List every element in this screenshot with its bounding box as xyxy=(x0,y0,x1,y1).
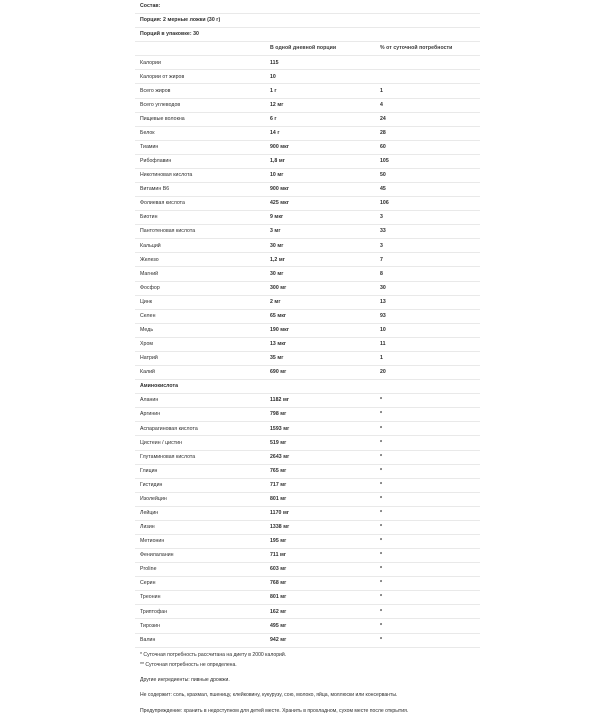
nutrient-amount: 1170 мг xyxy=(270,506,380,520)
footnotes xyxy=(135,648,475,669)
nutrient-amount: 65 мкг xyxy=(270,309,380,323)
nutrient-amount: 10 мг xyxy=(270,168,380,182)
table-row xyxy=(135,126,480,140)
spacer-cell xyxy=(270,14,380,28)
nutrient-name: Лизин xyxy=(135,520,270,534)
nutrient-name: Цистеин / цистин xyxy=(135,436,270,450)
nutrient-daily-value: * xyxy=(380,563,480,577)
nutrient-daily-value: * xyxy=(380,394,480,408)
nutrient-name: Железо xyxy=(135,253,270,267)
table-row xyxy=(135,253,480,267)
nutrient-name: Тиамин xyxy=(135,140,270,154)
nutrient-name: Биотин xyxy=(135,211,270,225)
nutrient-daily-value: 1 xyxy=(380,351,480,365)
nutrient-amount: 1,2 мг xyxy=(270,253,380,267)
nutrient-rows xyxy=(135,56,480,380)
table-body xyxy=(135,0,480,56)
spacer-cell xyxy=(380,14,480,28)
nutrient-name: Proline xyxy=(135,563,270,577)
additional-info xyxy=(135,672,475,715)
nutrient-name: Валин xyxy=(135,633,270,647)
spacer-cell xyxy=(270,28,380,42)
table-row xyxy=(135,70,480,84)
nutrient-daily-value: * xyxy=(380,534,480,548)
nutrient-amount: 1182 мг xyxy=(270,394,380,408)
nutrient-name: Всего углеводов xyxy=(135,98,270,112)
supplement-facts-panel xyxy=(135,0,475,724)
nutrient-name: Глицин xyxy=(135,464,270,478)
amino-group-label: Аминокислота xyxy=(135,380,270,394)
nutrient-daily-value: 8 xyxy=(380,267,480,281)
nutrient-name: Аланин xyxy=(135,394,270,408)
nutrient-amount: 6 г xyxy=(270,112,380,126)
nutrient-amount: 1593 мг xyxy=(270,422,380,436)
table-row xyxy=(135,351,480,365)
nutrient-daily-value: 30 xyxy=(380,281,480,295)
nutrient-amount: 690 мг xyxy=(270,366,380,380)
nutrient-daily-value: 28 xyxy=(380,126,480,140)
table-row xyxy=(135,211,480,225)
table-row xyxy=(135,98,480,112)
nutrient-amount: 2 мг xyxy=(270,295,380,309)
nutrient-name: Лейцин xyxy=(135,506,270,520)
nutrient-amount: 711 мг xyxy=(270,549,380,563)
table-row xyxy=(135,408,480,422)
nutrient-name: Хром xyxy=(135,337,270,351)
nutrient-daily-value: * xyxy=(380,549,480,563)
nutrient-daily-value: 10 xyxy=(380,323,480,337)
nutrient-daily-value: * xyxy=(380,478,480,492)
supplement-facts-table xyxy=(135,0,480,648)
spacer-cell xyxy=(270,0,380,14)
serving-size: Порция: 2 мерные ложки (30 г) xyxy=(135,14,270,28)
nutrient-amount: 3 мг xyxy=(270,225,380,239)
nutrient-name: Гистидин xyxy=(135,478,270,492)
table-row xyxy=(135,154,480,168)
nutrient-amount: 2643 мг xyxy=(270,450,380,464)
spacer-cell xyxy=(380,28,480,42)
nutrient-name: Белок xyxy=(135,126,270,140)
nutrient-daily-value: * xyxy=(380,506,480,520)
nutrient-amount: 115 xyxy=(270,56,380,70)
nutrient-daily-value: * xyxy=(380,577,480,591)
nutrient-name: Всего жиров xyxy=(135,84,270,98)
nutrient-amount: 801 мг xyxy=(270,591,380,605)
table-row xyxy=(135,295,480,309)
nutrient-name: Магний xyxy=(135,267,270,281)
nutrient-amount: 9 мкг xyxy=(270,211,380,225)
nutrient-daily-value xyxy=(380,70,480,84)
table-row xyxy=(135,436,480,450)
spacer-cell xyxy=(380,0,480,14)
nutrient-amount: 195 мг xyxy=(270,534,380,548)
table-row xyxy=(135,563,480,577)
nutrient-name: Метионин xyxy=(135,534,270,548)
nutrient-name: Пищевые волокна xyxy=(135,112,270,126)
nutrient-name: Калории от жиров xyxy=(135,70,270,84)
nutrient-daily-value: 24 xyxy=(380,112,480,126)
amino-group-row xyxy=(135,380,480,394)
table-row xyxy=(135,366,480,380)
nutrient-name: Натрий xyxy=(135,351,270,365)
nutrient-name: Аспарагиновая кислота xyxy=(135,422,270,436)
nutrient-name: Глутаминовая кислота xyxy=(135,450,270,464)
table-row xyxy=(135,281,480,295)
nutrient-daily-value xyxy=(380,56,480,70)
ingredients-heading-row xyxy=(135,0,480,14)
nutrient-daily-value: 11 xyxy=(380,337,480,351)
nutrient-name: Пантотеновая кислота xyxy=(135,225,270,239)
table-row xyxy=(135,197,480,211)
nutrient-name: Фолиевая кислота xyxy=(135,197,270,211)
allergen-free-statement: Не содержит: соль, крахмал, пшеницу, клейковину, кукурузу, сою, молоко, яйца, моллюски или консерванты. xyxy=(140,692,398,699)
table-row xyxy=(135,183,480,197)
nutrient-name: Тирозин xyxy=(135,619,270,633)
table-row xyxy=(135,394,480,408)
nutrient-amount: 900 мкг xyxy=(270,140,380,154)
table-row xyxy=(135,619,480,633)
nutrient-daily-value: * xyxy=(380,436,480,450)
storage-warning: Предупреждение: хранить в недоступном для детей месте. Хранить в прохладном, сухом месте после открытия. xyxy=(140,708,409,715)
servings-per-container-row xyxy=(135,28,480,42)
table-row xyxy=(135,534,480,548)
nutrient-daily-value: 1 xyxy=(380,84,480,98)
serving-size-row xyxy=(135,14,480,28)
column-header-amount: В одной дневной порции xyxy=(270,42,380,56)
table-row xyxy=(135,591,480,605)
spacer-cell xyxy=(380,380,480,394)
column-header-daily-value: % от суточной потребности xyxy=(380,42,480,56)
nutrient-daily-value: 7 xyxy=(380,253,480,267)
nutrient-daily-value: * xyxy=(380,464,480,478)
nutrient-name: Аргинин xyxy=(135,408,270,422)
nutrient-name: Никотиновая кислота xyxy=(135,168,270,182)
table-row xyxy=(135,309,480,323)
nutrient-amount: 190 мкг xyxy=(270,323,380,337)
table-row xyxy=(135,549,480,563)
table-row xyxy=(135,239,480,253)
nutrient-amount: 495 мг xyxy=(270,619,380,633)
nutrient-amount: 300 мг xyxy=(270,281,380,295)
nutrient-daily-value: 106 xyxy=(380,197,480,211)
nutrient-daily-value: 33 xyxy=(380,225,480,239)
ingredients-heading: Состав: xyxy=(135,0,270,14)
table-row xyxy=(135,225,480,239)
spacer-cell xyxy=(270,380,380,394)
footnote-single-star: * Суточная потребность рассчитана на диету в 2000 калорий. xyxy=(140,651,287,658)
nutrient-name: Витамин B6 xyxy=(135,183,270,197)
nutrient-amount: 1338 мг xyxy=(270,520,380,534)
nutrient-name: Кальций xyxy=(135,239,270,253)
amino-acid-rows xyxy=(135,394,480,647)
nutrient-amount: 1 г xyxy=(270,84,380,98)
nutrient-name: Изолейцин xyxy=(135,492,270,506)
nutrient-daily-value: 45 xyxy=(380,183,480,197)
nutrient-daily-value: * xyxy=(380,605,480,619)
nutrient-amount: 12 мг xyxy=(270,98,380,112)
nutrient-name: Цинк xyxy=(135,295,270,309)
nutrient-amount: 14 г xyxy=(270,126,380,140)
nutrient-daily-value: 13 xyxy=(380,295,480,309)
column-header-nutrient xyxy=(135,42,270,56)
nutrient-amount: 1,8 мг xyxy=(270,154,380,168)
other-ingredients: Другие ингредиенты: пивные дрожжи. xyxy=(140,676,230,683)
table-row xyxy=(135,492,480,506)
nutrient-amount: 425 мкг xyxy=(270,197,380,211)
table-row xyxy=(135,605,480,619)
nutrient-daily-value: 93 xyxy=(380,309,480,323)
nutrient-daily-value: 105 xyxy=(380,154,480,168)
nutrient-amount: 798 мг xyxy=(270,408,380,422)
nutrient-amount: 519 мг xyxy=(270,436,380,450)
nutrient-amount: 900 мкг xyxy=(270,183,380,197)
table-header-row xyxy=(135,42,480,56)
nutrient-amount: 801 мг xyxy=(270,492,380,506)
table-row xyxy=(135,140,480,154)
nutrient-daily-value: * xyxy=(380,492,480,506)
nutrient-amount: 717 мг xyxy=(270,478,380,492)
nutrient-name: Рибофлавин xyxy=(135,154,270,168)
nutrient-name: Триптофан xyxy=(135,605,270,619)
nutrient-daily-value: * xyxy=(380,408,480,422)
nutrient-daily-value: 60 xyxy=(380,140,480,154)
table-row xyxy=(135,633,480,647)
footnote-double-star: ** Суточная потребность не определена. xyxy=(140,661,237,668)
nutrient-name: Калий xyxy=(135,366,270,380)
table-row xyxy=(135,337,480,351)
table-row xyxy=(135,577,480,591)
nutrient-name: Треонин xyxy=(135,591,270,605)
table-row xyxy=(135,450,480,464)
nutrient-amount: 603 мг xyxy=(270,563,380,577)
nutrient-amount: 768 мг xyxy=(270,577,380,591)
nutrient-amount: 30 мг xyxy=(270,239,380,253)
amino-group-body xyxy=(135,380,480,394)
nutrient-daily-value: * xyxy=(380,591,480,605)
nutrient-amount: 30 мг xyxy=(270,267,380,281)
nutrient-daily-value: * xyxy=(380,422,480,436)
table-row xyxy=(135,168,480,182)
nutrient-daily-value: 20 xyxy=(380,366,480,380)
nutrient-name: Медь xyxy=(135,323,270,337)
table-row xyxy=(135,323,480,337)
nutrient-daily-value: 50 xyxy=(380,168,480,182)
table-row xyxy=(135,478,480,492)
nutrient-daily-value: 3 xyxy=(380,211,480,225)
table-row xyxy=(135,422,480,436)
nutrient-daily-value: * xyxy=(380,520,480,534)
nutrient-name: Фенилаланин xyxy=(135,549,270,563)
table-row xyxy=(135,520,480,534)
nutrient-name: Фосфор xyxy=(135,281,270,295)
table-row xyxy=(135,267,480,281)
nutrient-daily-value: 4 xyxy=(380,98,480,112)
nutrient-daily-value: * xyxy=(380,619,480,633)
table-row xyxy=(135,464,480,478)
nutrient-name: Селен xyxy=(135,309,270,323)
servings-per-container: Порций в упаковке: 30 xyxy=(135,28,270,42)
nutrient-amount: 162 мг xyxy=(270,605,380,619)
nutrient-amount: 765 мг xyxy=(270,464,380,478)
nutrient-amount: 35 мг xyxy=(270,351,380,365)
nutrient-amount: 13 мкг xyxy=(270,337,380,351)
nutrient-daily-value: 3 xyxy=(380,239,480,253)
nutrient-amount: 942 мг xyxy=(270,633,380,647)
nutrient-name: Калории xyxy=(135,56,270,70)
nutrient-amount: 10 xyxy=(270,70,380,84)
table-row xyxy=(135,56,480,70)
nutrient-daily-value: * xyxy=(380,633,480,647)
table-row xyxy=(135,506,480,520)
table-row xyxy=(135,112,480,126)
table-row xyxy=(135,84,480,98)
nutrient-name: Серин xyxy=(135,577,270,591)
nutrient-daily-value: * xyxy=(380,450,480,464)
